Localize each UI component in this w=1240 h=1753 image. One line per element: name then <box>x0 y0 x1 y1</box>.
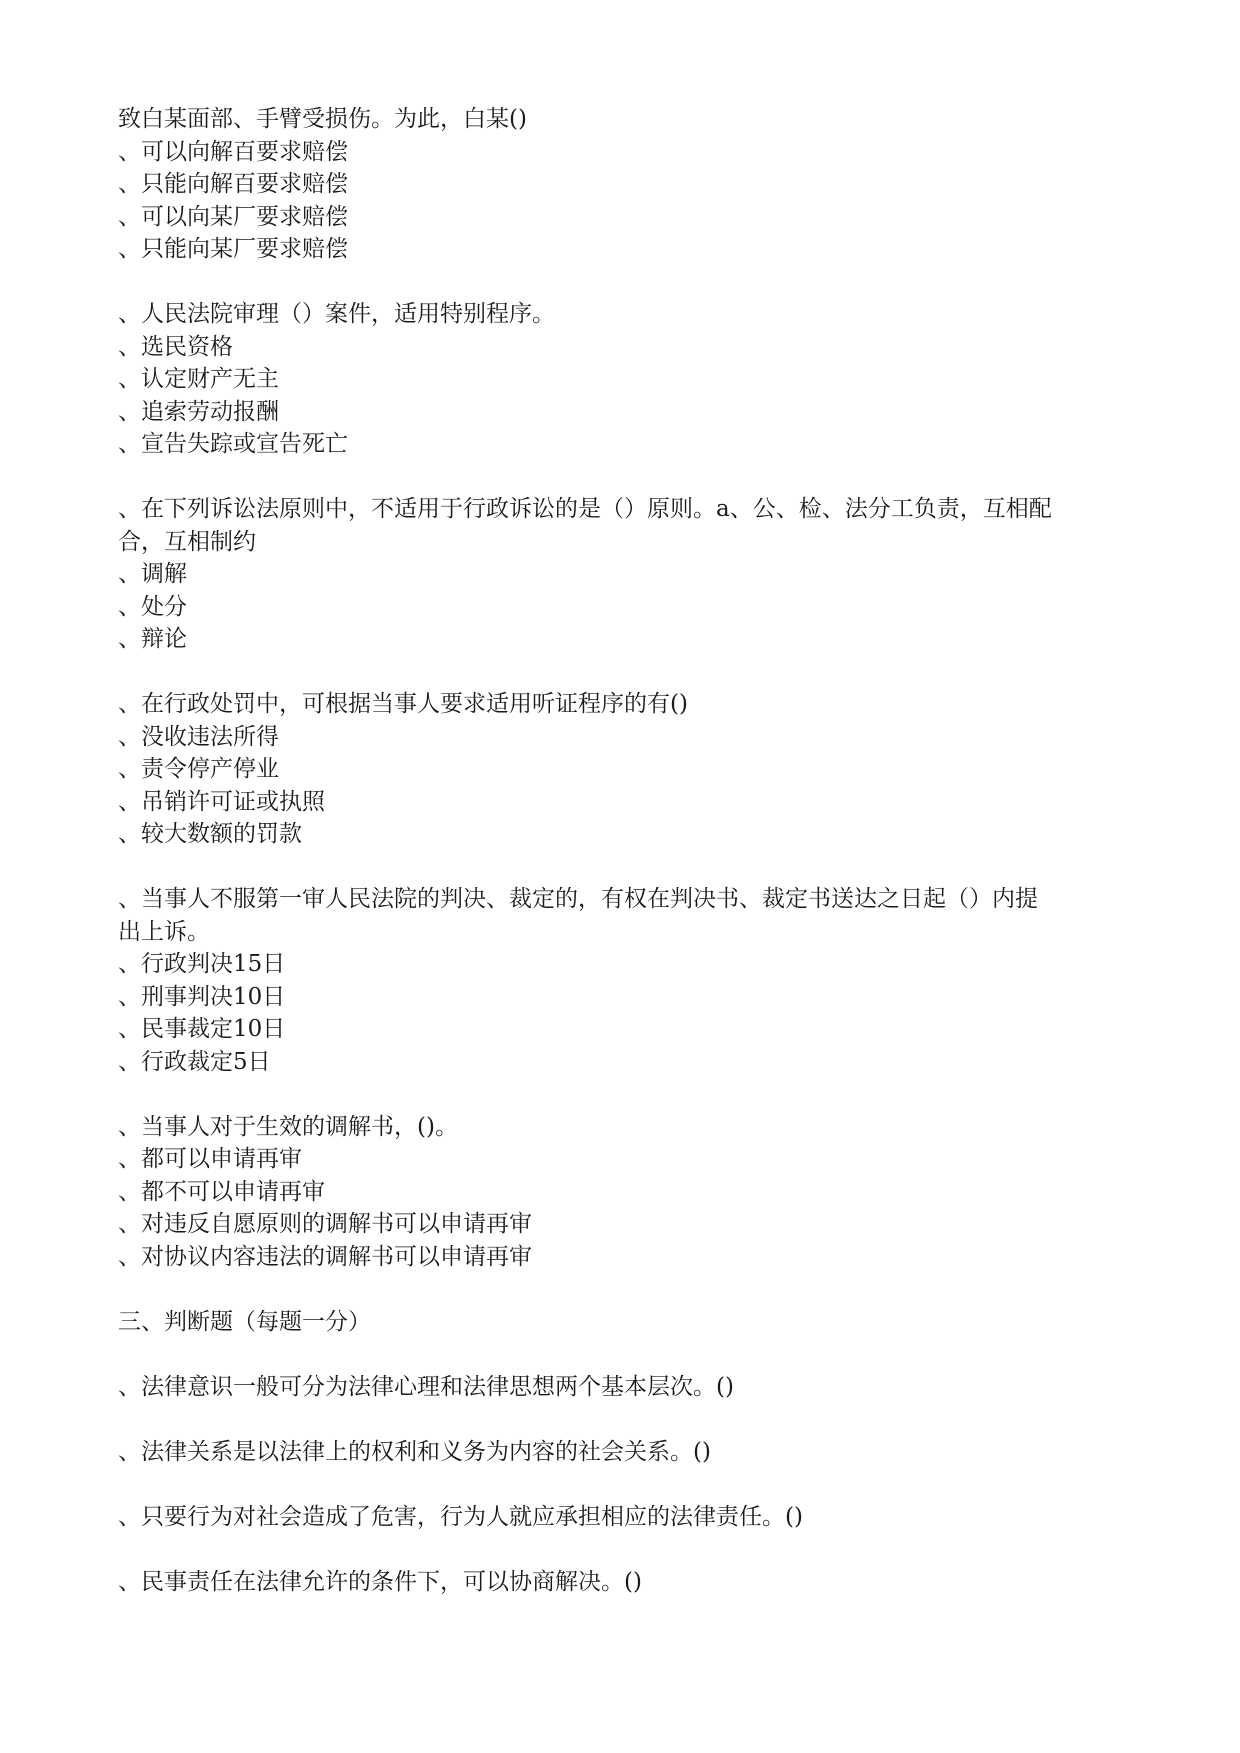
spacer <box>118 1078 1138 1111</box>
true-false-item: 、民事责任在法律允许的条件下，可以协商解决。() <box>118 1568 642 1595</box>
true-false-item: 、法律意识一般可分为法律心理和法律思想两个基本层次。() <box>118 1373 734 1400</box>
question-stem: 致白某面部、手臂受损伤。为此，白某() <box>118 106 527 132</box>
question-stem: 、人民法院审理（）案件，适用特别程序。 <box>118 301 555 327</box>
spacer <box>118 1273 1138 1306</box>
option-item: 、较大数额的罚款 <box>118 821 302 847</box>
true-false-item: 、法律关系是以法律上的权利和义务为内容的社会关系。() <box>118 1438 711 1465</box>
option-item: 、辩论 <box>118 626 187 652</box>
question-stem: 、当事人对于生效的调解书，()。 <box>118 1113 458 1140</box>
option-item: 、宣告失踪或宣告死亡 <box>118 431 348 457</box>
spacer <box>118 656 1138 689</box>
option-item: 、只能向某厂要求赔偿 <box>118 236 348 262</box>
question-block-3 <box>118 493 1138 656</box>
question-stem: 、在行政处罚中，可根据当事人要求适用听证程序的有() <box>118 691 688 717</box>
question-block-4 <box>118 688 1138 851</box>
section-heading-block <box>118 1306 1138 1339</box>
option-item: 、没收违法所得 <box>118 723 279 750</box>
option-item: 、民事裁定10日 <box>118 1016 286 1042</box>
option-item: 、吊销许可证或执照 <box>118 788 325 815</box>
option-item: 、行政裁定5日 <box>118 1048 271 1075</box>
option-item: 、追索劳动报酬 <box>118 398 279 425</box>
option-item: 、责令停产停业 <box>118 756 279 782</box>
option-item: 、对协议内容违法的调解书可以申请再审 <box>118 1243 532 1270</box>
question-stem-continued: 合，互相制约 <box>118 528 256 555</box>
option-item: 、调解 <box>118 561 187 587</box>
document-page <box>118 103 1138 1598</box>
option-item: 、认定财产无主 <box>118 366 279 392</box>
spacer <box>118 461 1138 494</box>
option-item: 、对违反自愿原则的调解书可以申请再审 <box>118 1211 532 1237</box>
section-heading: 三、判断题（每题一分） <box>118 1308 371 1335</box>
question-stem: 、在下列诉讼法原则中，不适用于行政诉讼的是（）原则。a、公、检、法分工负责，互相配 <box>118 496 1052 522</box>
question-stem-continued: 出上诉。 <box>118 918 210 945</box>
option-item: 、选民资格 <box>118 333 233 360</box>
spacer <box>118 1468 1138 1501</box>
spacer <box>118 1533 1138 1566</box>
option-item: 、可以向某厂要求赔偿 <box>118 203 348 230</box>
true-false-item: 、只要行为对社会造成了危害，行为人就应承担相应的法律责任。() <box>118 1503 803 1530</box>
question-block-5 <box>118 883 1138 1078</box>
spacer <box>118 851 1138 884</box>
true-false-block <box>118 1371 1138 1599</box>
spacer <box>118 1403 1138 1436</box>
spacer <box>118 1338 1138 1371</box>
option-item: 、都不可以申请再审 <box>118 1178 325 1205</box>
question-block-2 <box>118 298 1138 461</box>
option-item: 、行政判决15日 <box>118 951 286 977</box>
option-item: 、只能向解百要求赔偿 <box>118 171 348 197</box>
question-block-1 <box>118 103 1138 266</box>
option-item: 、处分 <box>118 593 187 620</box>
option-item: 、可以向解百要求赔偿 <box>118 138 348 165</box>
spacer <box>118 266 1138 299</box>
question-stem: 、当事人不服第一审人民法院的判决、裁定的，有权在判决书、裁定书送达之日起（）内提 <box>118 886 1038 912</box>
question-block-6 <box>118 1111 1138 1274</box>
option-item: 、都可以申请再审 <box>118 1146 302 1172</box>
option-item: 、刑事判决10日 <box>118 983 286 1010</box>
